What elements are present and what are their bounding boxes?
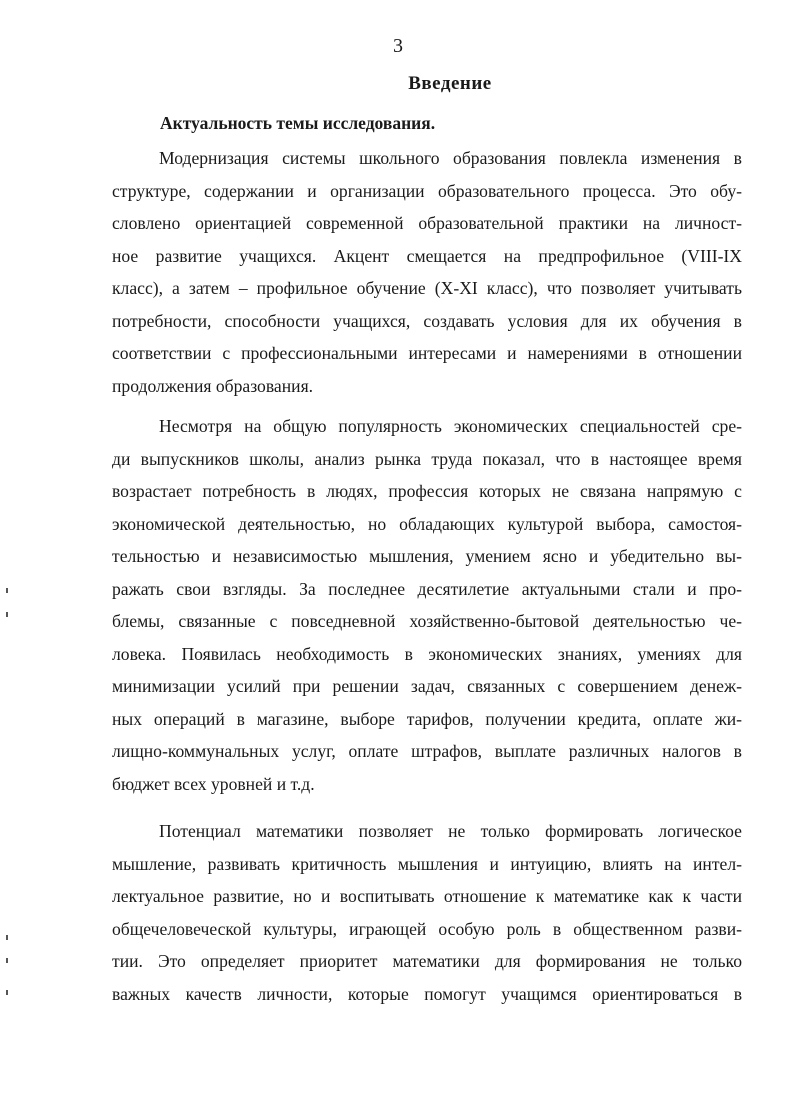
text-line: тии. Это определяет приоритет математики для формирования не только — [112, 951, 742, 971]
text-line: потребности, способности учащихся, создавать условия для их обучения в — [112, 310, 742, 331]
scan-mark — [6, 588, 8, 593]
text-line: ное развитие учащихся. Акцент смещается на предпрофильное (VIII-IX — [112, 245, 742, 266]
text-line: возрастает потребность в людях, профессия которых не связана напрямую с — [112, 481, 742, 501]
scan-mark — [6, 990, 8, 995]
text-line: экономической деятельностью, но обладающих культурой выбора, самостоя- — [112, 513, 742, 534]
scan-mark — [6, 612, 8, 617]
text-line: Потенциал математики позволяет не только формировать логическое — [159, 821, 742, 841]
paragraph — [112, 410, 742, 800]
text-line: структуре, содержании и организации образовательного процесса. Это обу- — [112, 180, 742, 201]
paragraph — [112, 142, 742, 402]
text-line: класс), а затем – профильное обучение (X-XI класс), что позволяет учитывать — [112, 278, 742, 298]
text-line: общечеловеческой культуры, играющей особую роль в общественном разви- — [112, 918, 742, 939]
text-line: минимизации усилий при решении задач, связанных с совершением денеж- — [112, 676, 742, 696]
text-line: словлено ориентацией современной образовательной практики на личност- — [112, 213, 742, 233]
page-number: 3 — [393, 35, 403, 57]
paragraph — [112, 815, 742, 1010]
text-line: лектуальное развитие, но и воспитывать отношение к математике как к части — [112, 886, 742, 906]
text-line: тельностью и независимостью мышления, умением ясно и убедительно вы- — [112, 546, 742, 566]
section-subheading: Актуальность темы исследования. — [160, 113, 436, 133]
text-line: ди выпускников школы, анализ рынка труда показал, что в настоящее время — [112, 448, 742, 469]
text-line: соответствии с профессиональными интересами и намерениями в отношении — [112, 343, 742, 363]
section-heading: Введение — [408, 73, 492, 94]
text-line: Несмотря на общую популярность экономических специальностей сре- — [159, 416, 742, 436]
text-line: лищно-коммунальных услуг, оплате штрафов, выплате различных налогов в — [112, 741, 742, 761]
text-line: продолжения образования. — [112, 375, 314, 396]
text-line: Модернизация системы школьного образования повлекла изменения в — [159, 148, 742, 168]
scan-mark — [6, 935, 8, 940]
text-line: ражать свои взгляды. За последнее десятилетие актуальными стали и про- — [112, 578, 742, 599]
text-line: бюджет всех уровней и т.д. — [112, 773, 315, 794]
text-line: ных операций в магазине, выборе тарифов, получении кредита, оплате жи- — [112, 708, 742, 729]
text-line: важных качеств личности, которые помогут учащимся ориентироваться в — [112, 983, 742, 1004]
scan-mark — [6, 958, 8, 963]
text-line: ловека. Появилась необходимость в экономических знаниях, умениях для — [112, 643, 742, 664]
text-line: блемы, связанные с повседневной хозяйственно-бытовой деятельностью че- — [112, 611, 742, 631]
text-line: мышление, развивать критичность мышления и интуицию, влиять на интел- — [112, 853, 742, 874]
